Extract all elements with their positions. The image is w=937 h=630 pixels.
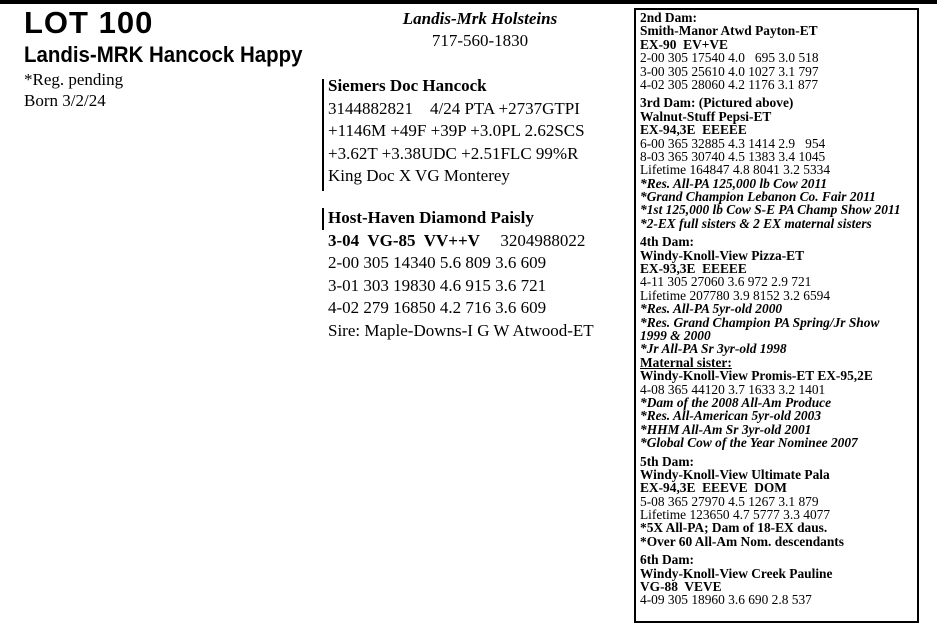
maternal-sister-honor: *Global Cow of the Year Nominee 2007 (640, 435, 858, 451)
animal-name: Landis-MRK Hancock Happy (24, 42, 303, 67)
dam-classification: EX-94,3E EEEEE (640, 122, 747, 138)
dam-record: 5-08 365 27970 4.5 1267 3.1 879 (640, 493, 819, 509)
maternal-sister-honor: *Res. All-American 5yr-old 2003 (640, 408, 822, 424)
dam-label: 4th Dam: (640, 234, 694, 250)
fourth-dam-section (640, 235, 916, 449)
dam-record: 6-00 365 32885 4.3 1414 2.9 954 (640, 135, 826, 151)
dam-record: 2-00 305 17540 4.0 695 3.0 518 (640, 50, 819, 66)
dam-class-line (328, 230, 594, 253)
dam-record: 4-02 279 16850 4.2 716 3.6 609 (328, 298, 547, 317)
sixth-dam-section (640, 553, 916, 607)
dam-classification: EX-90 EV+VE (640, 36, 728, 52)
sire-block (328, 75, 585, 188)
sire-line: King Doc X VG Monterey (328, 166, 510, 185)
dam-name: Windy-Knoll-View Creek Pauline (640, 565, 833, 581)
dam-name: Smith-Manor Atwd Payton-ET (640, 23, 818, 39)
dam-classification: EX-94,3E EEEVE DOM (640, 480, 787, 496)
dam-honor: *Jr All-PA Sr 3yr-old 1998 (640, 341, 787, 357)
dam-classification: EX-93,3E EEEEE (640, 261, 747, 277)
dam-record: Lifetime 164847 4.8 8041 3.2 5334 (640, 162, 831, 178)
dam-record: 3-01 303 19830 4.6 915 3.6 721 (328, 275, 547, 295)
dam-honor: 1999 & 2000 (640, 327, 711, 343)
dam-honor: *2-EX full sisters & 2 EX maternal sisters (640, 215, 872, 231)
dam-name: Host-Haven Diamond Paisly (328, 208, 534, 227)
dam-record: Lifetime 207780 3.9 8152 3.2 6594 (640, 287, 831, 303)
dam-sire: Sire: Maple-Downs-I G W Atwood-ET (328, 320, 594, 340)
maternal-sister-honor: *HHM All-Am Sr 3yr-old 2001 (640, 421, 812, 437)
sire-name: Siemers Doc Hancock (328, 76, 487, 95)
dam-honor: *Grand Champion Lebanon Co. Fair 2011 (640, 189, 876, 205)
maternal-sister-name: Windy-Knoll-View Promis-ET EX-95,2E (640, 368, 873, 384)
dam-honor: *Over 60 All-Am Nom. descendants (640, 533, 844, 549)
dam-label: 3rd Dam: (Pictured above) (640, 95, 794, 111)
dam-label: 5th Dam: (640, 453, 694, 469)
second-dam-section (640, 11, 916, 91)
consignor-phone: 717-560-1830 (431, 31, 529, 50)
dam-record: 2-00 305 14340 5.6 809 3.6 609 (328, 253, 547, 272)
dam-record: 8-03 365 30740 4.5 1383 3.4 1045 (640, 148, 826, 164)
dam-record: 4-11 305 27060 3.6 972 2.9 721 (640, 274, 812, 290)
lot-number: LOT 100 (24, 5, 154, 40)
dam-block (328, 207, 594, 342)
dam-reg-number: 3204988022 (500, 230, 586, 250)
maternal-sister-label: Maternal sister: (640, 354, 732, 370)
dam-classification: 3-04 VG-85 VV++V (328, 230, 480, 250)
consignor-name: Landis-Mrk Holsteins (402, 9, 558, 28)
maternal-sister-record: 4-08 365 44120 3.7 1633 3.2 1401 (640, 381, 826, 397)
dam-honor: *Res. Grand Champion PA Spring/Jr Show (640, 314, 880, 330)
dam-record: 3-00 305 25610 4.0 1027 3.1 797 (640, 63, 819, 79)
sire-divider (322, 79, 324, 191)
birth-date: Born 3/2/24 (24, 91, 106, 110)
registration-status: *Reg. pending (24, 70, 124, 89)
dam-honor: *1st 125,000 lb Cow S-E PA Champ Show 2011 (640, 202, 901, 218)
dam-classification: VG-88 VEVE (640, 579, 722, 595)
dam-record: 4-09 305 18960 3.6 690 2.8 537 (640, 592, 812, 608)
maternal-sister-honor: *Dam of the 2008 All-Am Produce (640, 394, 832, 410)
dam-honor: *Res. All-PA 125,000 lb Cow 2011 (640, 175, 828, 191)
dam-honor: *Res. All-PA 5yr-old 2000 (640, 301, 783, 317)
pedigree-content (640, 11, 916, 612)
top-rule (0, 0, 937, 4)
dam-name: Windy-Knoll-View Pizza-ET (640, 247, 805, 263)
third-dam-section (640, 96, 916, 230)
dam-name: Windy-Knoll-View Ultimate Pala (640, 466, 830, 482)
dam-name: Walnut-Stuff Pepsi-ET (640, 108, 772, 124)
sire-line: +3.62T +3.38UDC +2.51FLC 99%R (328, 143, 579, 163)
dam-record: Lifetime 123650 4.7 5777 3.3 4077 (640, 507, 831, 523)
fifth-dam-section (640, 455, 916, 549)
dam-honor: *5X All-PA; Dam of 18-EX daus. (640, 520, 828, 536)
sire-line: +1146M +49F +39P +3.0PL 2.62SCS (328, 121, 585, 140)
dam-label: 6th Dam: (640, 552, 694, 568)
sire-line: 3144882821 4/24 PTA +2737GTPI (328, 98, 580, 118)
dam-record: 4-02 305 28060 4.2 1176 3.1 877 (640, 76, 819, 92)
dam-divider (322, 208, 324, 230)
dam-label: 2nd Dam: (640, 10, 697, 25)
